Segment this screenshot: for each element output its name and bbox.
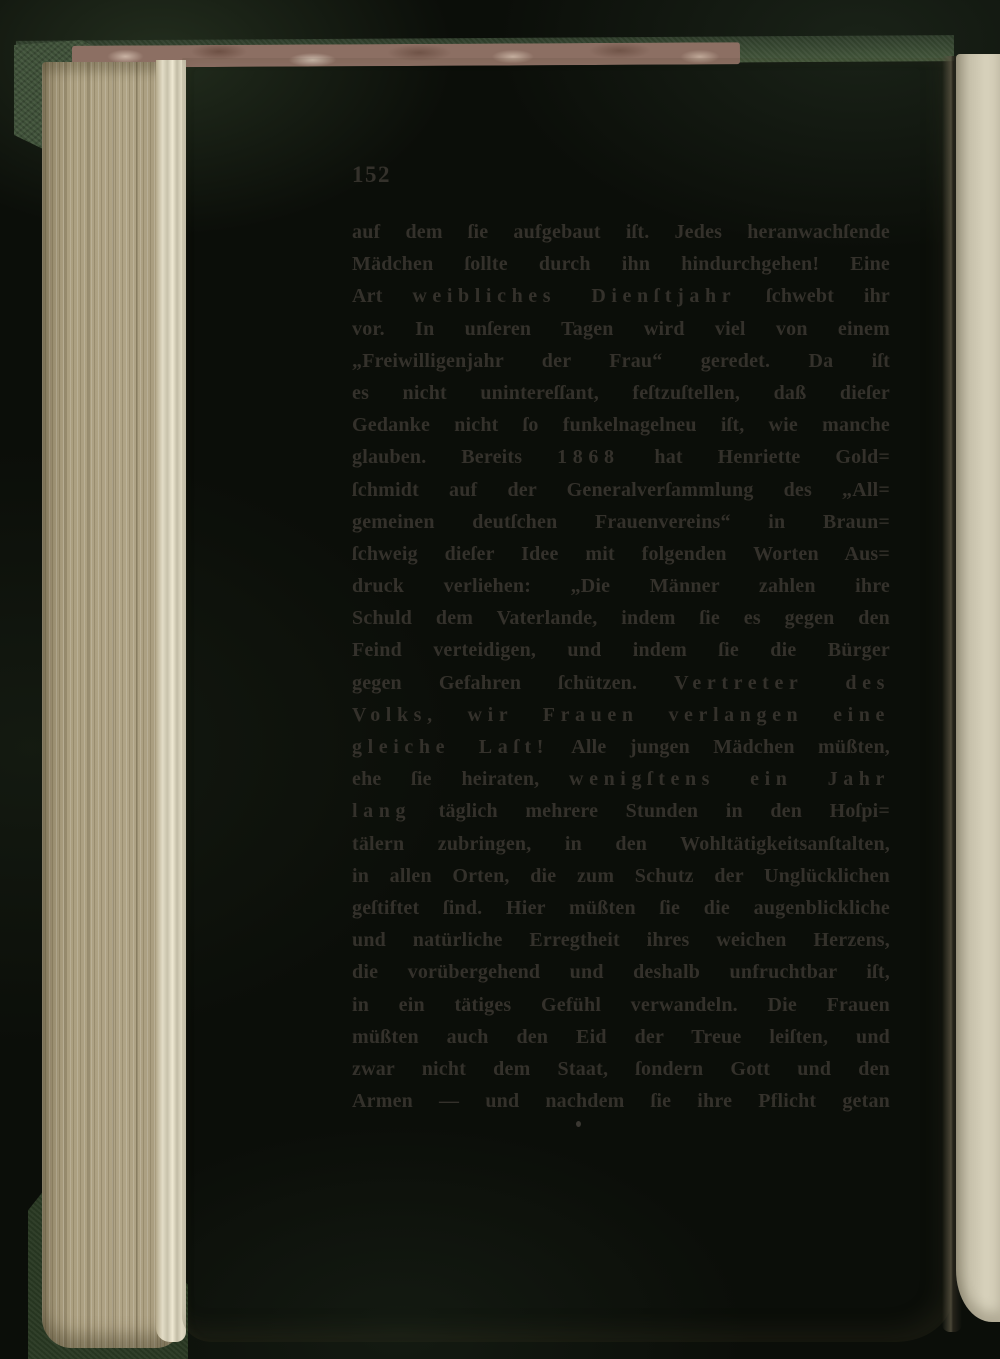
text-line: gleiche Laſt! Alle jungen Mädchen müßten, (352, 736, 890, 758)
facing-page-edge (956, 54, 1000, 1322)
text-line: müßten auch den Eid der Treue leiſten, und (352, 1025, 890, 1048)
text-line: gegen Gefahren ſchützen. Vertreter des (352, 671, 890, 694)
text-line: es nicht unintereſſant, feſtzuſtellen, daß dieſer (352, 381, 890, 404)
text-line: tälern zubringen, in den Wohltätigkeitsanſtalten, (352, 832, 890, 855)
text-line: druck verliehen: „Die Männer zahlen ihre (352, 575, 890, 598)
text-line: geſtiftet ſind. Hier müßten ſie die augenblickliche (352, 896, 890, 919)
text-line: glauben. Bereits 1868 hat Henriette Gold= (352, 446, 890, 469)
text-line: in ein tätiges Gefühl verwandeln. Die Frauen (352, 993, 890, 1016)
text-line: ſchmidt auf der Generalverſammlung des „All= (352, 478, 890, 501)
text-line: und natürliche Erregtheit ihres weichen Herzens, (352, 929, 890, 952)
text-line: Gedanke nicht ſo funkelnagelneu iſt, wie manche (352, 414, 890, 437)
text-line: auf dem ſie aufgebaut iſt. Jedes heranwachſende (352, 221, 890, 243)
text-line: lang täglich mehrere Stunden in den Hoſpi= (352, 800, 890, 823)
ink-mark (576, 1121, 581, 1127)
text-line: gemeinen deutſchen Frauenvereins“ in Braun= (352, 510, 890, 533)
text-line: ehe ſie heiraten, wenigſtens ein Jahr (352, 768, 890, 791)
text-line: Schuld dem Vaterlande, indem ſie es gegen den (352, 607, 890, 630)
book-page (182, 58, 952, 1342)
text-line: Armen — und nachdem ſie ihre Pflicht getan (352, 1090, 890, 1113)
text-line: zwar nicht dem Staat, ſondern Gott und den (352, 1057, 890, 1080)
text-line: Volks, wir Frauen verlangen eine (352, 703, 890, 726)
text-line: Mädchen ſollte durch ihn hindurchgehen! Eine (352, 253, 890, 276)
text-line: vor. In unſeren Tagen wird viel von einem (352, 317, 890, 340)
text-line: „Freiwilligenjahr der Frau“ geredet. Da iſt (352, 349, 890, 372)
text-line: Art weibliches Dienſtjahr ſchwebt ihr (352, 285, 890, 308)
text-line: die vorübergehend und deshalb unfruchtbar iſt, (352, 961, 890, 984)
text-block (352, 216, 890, 1117)
page-number: 152 (352, 162, 391, 187)
text-line: in allen Orten, die zum Schutz der Unglücklichen (352, 864, 890, 887)
text-line: ſchweig dieſer Idee mit folgenden Worten Aus= (352, 542, 890, 565)
text-line: Feind verteidigen, und indem ſie die Bürger (352, 639, 890, 662)
